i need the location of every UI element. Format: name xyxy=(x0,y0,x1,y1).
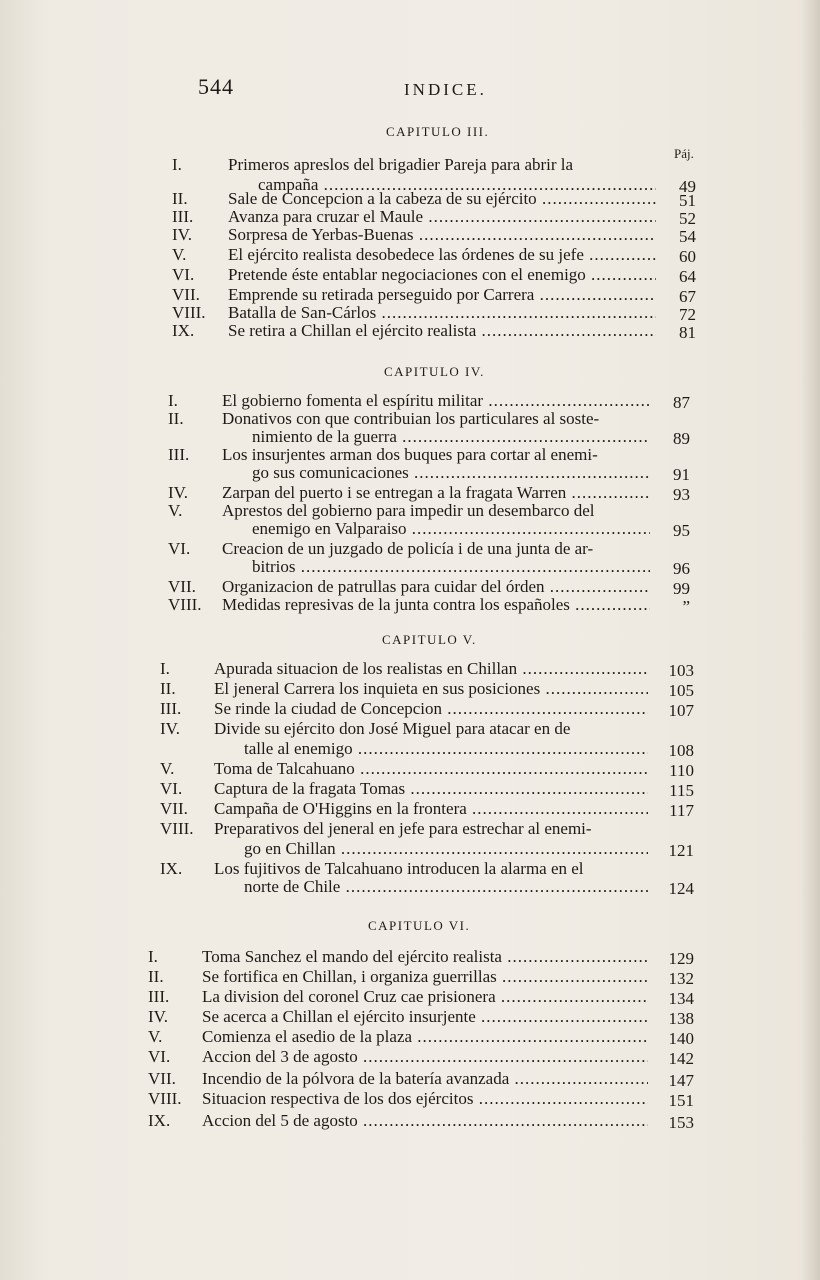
toc-entry xyxy=(0,596,820,616)
toc-entry-number: VIII. xyxy=(148,1089,182,1108)
toc-entry-number: V. xyxy=(160,759,175,778)
toc-entry xyxy=(0,155,820,196)
toc-entry-text: El ejército realista desobedece las órdenes de su jefe ..... xyxy=(228,246,656,264)
toc-entry-number: III. xyxy=(172,207,194,226)
toc-entry-text: Apurada situacion de los realistas en Chillan ..... xyxy=(214,660,648,678)
toc-entry-page: 117 xyxy=(669,801,694,820)
toc-entry-number: I. xyxy=(168,391,178,410)
toc-entry-number: VIII. xyxy=(168,595,202,614)
toc-entry-page: 107 xyxy=(668,701,694,720)
toc-entry-page: 138 xyxy=(668,1009,694,1028)
toc-entry xyxy=(0,286,820,306)
toc-entry xyxy=(0,780,820,800)
toc-entry xyxy=(0,501,820,540)
toc-entry-page: 93 xyxy=(673,485,690,504)
toc-entry-number: VIII. xyxy=(172,303,206,322)
toc-entry-number: VIII. xyxy=(160,819,194,838)
toc-entry-number: I. xyxy=(148,947,158,966)
toc-entry-page: 96 xyxy=(673,559,690,578)
toc-entry-number: IV. xyxy=(172,225,192,244)
toc-entry xyxy=(0,1070,820,1090)
toc-entry-text: Los fujitivos de Talcahuano introducen la alarma en el xyxy=(214,860,584,878)
toc-entry-number: VI. xyxy=(160,779,183,798)
toc-entry-number: V. xyxy=(168,501,183,520)
toc-entry-page: 134 xyxy=(668,989,694,1008)
toc-entry xyxy=(0,484,820,504)
toc-entry-number: VII. xyxy=(168,577,196,596)
toc-entry-text: norte de Chile ..... xyxy=(244,878,648,896)
toc-entry-text: El jeneral Carrera los inquieta en sus posiciones ..... xyxy=(214,680,648,698)
toc-entry xyxy=(0,968,820,988)
toc-entry-text: Creacion de un juzgado de policía i de una junta de ar- xyxy=(222,540,594,558)
toc-entry-text: Captura de la fragata Tomas ..... xyxy=(214,780,648,798)
running-header xyxy=(198,74,498,104)
toc-entry xyxy=(0,392,820,412)
toc-entry-page: 147 xyxy=(668,1071,694,1090)
toc-entry-number: VI. xyxy=(168,539,191,558)
toc-entry-page: 132 xyxy=(668,969,694,988)
toc-entry-text: Accion del 5 de agosto ..... xyxy=(202,1112,648,1130)
page-number: 544 xyxy=(198,74,234,99)
toc-entry xyxy=(0,1048,820,1068)
toc-entry-text: Organizacion de patrullas para cuidar del órden ..... xyxy=(222,578,650,596)
toc-entry-text: Accion del 3 de agosto ..... xyxy=(202,1048,648,1066)
toc-entry xyxy=(0,680,820,700)
toc-entry-text: Sorpresa de Yerbas-Buenas ..... xyxy=(228,226,656,244)
toc-entry-page: 142 xyxy=(668,1049,694,1068)
toc-entry xyxy=(0,948,820,968)
toc-entry xyxy=(0,190,820,210)
toc-entry-page: 49 xyxy=(679,177,696,196)
toc-entry xyxy=(0,266,820,286)
toc-entry-number: VII. xyxy=(172,285,200,304)
toc-entry-text: Sale de Concepcion a la cabeza de su ejército ..... xyxy=(228,190,656,208)
toc-entry-page: 91 xyxy=(673,465,690,484)
toc-entry xyxy=(0,1112,820,1132)
toc-entry-text: Incendio de la pólvora de la batería avanzada ..... xyxy=(202,1070,648,1088)
toc-entry-text: Pretende éste entablar negociaciones con el enemigo ..... xyxy=(228,266,656,284)
toc-entry xyxy=(0,760,820,780)
toc-entry-number: II. xyxy=(148,967,164,986)
toc-entry xyxy=(0,819,820,860)
toc-entry xyxy=(0,719,820,760)
toc-entry-page: 103 xyxy=(668,661,694,680)
toc-entry xyxy=(0,660,820,680)
toc-entry-text: Zarpan del puerto i se entregan a la fragata Warren ..... xyxy=(222,484,650,502)
toc-entry xyxy=(0,539,820,578)
toc-entry-page: 60 xyxy=(679,247,696,266)
toc-entry-page: 64 xyxy=(679,267,696,286)
toc-entry-text: nimiento de la guerra ..... xyxy=(252,428,650,446)
toc-entry-text: enemigo en Valparaiso ..... xyxy=(252,520,650,538)
toc-entry-number: IV. xyxy=(168,483,188,502)
toc-entry-text: go sus comunicaciones ..... xyxy=(252,464,650,482)
toc-entry-text: Toma de Talcahuano ..... xyxy=(214,760,648,778)
toc-entry-number: VI. xyxy=(172,265,195,284)
toc-entry-number: V. xyxy=(148,1027,163,1046)
toc-entry-number: I. xyxy=(160,659,170,678)
toc-entry-text: Donativos con que contribuian los particulares al soste- xyxy=(222,410,600,428)
toc-entry-text: campaña ..... xyxy=(258,176,656,194)
toc-entry-page: 105 xyxy=(668,681,694,700)
toc-entry-number: VII. xyxy=(160,799,188,818)
toc-entry-text: Divide su ejército don José Miguel para atacar en de xyxy=(214,720,571,738)
toc-entry-number: IV. xyxy=(148,1007,168,1026)
toc-entry xyxy=(0,409,820,448)
toc-entry-text: Medidas represivas de la junta contra los españoles ..... xyxy=(222,596,650,614)
toc-entry-text: Se rinde la ciudad de Concepcion ..... xyxy=(214,700,648,718)
toc-entry-text: Aprestos del gobierno para impedir un desembarco del xyxy=(222,502,595,520)
toc-entry xyxy=(0,1008,820,1028)
toc-entry-text: talle al enemigo ..... xyxy=(244,740,648,758)
toc-entry-page: 153 xyxy=(668,1113,694,1132)
toc-entry xyxy=(0,578,820,598)
toc-entry xyxy=(0,246,820,266)
toc-entry-text: Batalla de San-Cárlos ..... xyxy=(228,304,656,322)
toc-entry-page: 108 xyxy=(668,741,694,760)
toc-entry-number: VII. xyxy=(148,1069,176,1088)
toc-entry-page: 124 xyxy=(668,879,694,898)
toc-entry-page: 52 xyxy=(679,209,696,228)
toc-entry-text: Toma Sanchez el mando del ejército realista ..... xyxy=(202,948,648,966)
toc-entry-text: Los insurjentes arman dos buques para cortar al enemi- xyxy=(222,446,598,464)
toc-entry-page: 67 xyxy=(679,287,696,306)
toc-entry-text: Se acerca a Chillan el ejército insurjente ..... xyxy=(202,1008,648,1026)
toc-entry-page: 81 xyxy=(679,323,696,342)
toc-entry-number: IX. xyxy=(172,321,195,340)
toc-entry-number: II. xyxy=(168,409,184,428)
toc-entry-page: 110 xyxy=(669,761,694,780)
toc-entry-number: V. xyxy=(172,245,187,264)
toc-entry xyxy=(0,445,820,484)
toc-entry-text: Se fortifica en Chillan, i organiza guerrillas ..... xyxy=(202,968,648,986)
toc-entry-number: III. xyxy=(160,699,182,718)
toc-entry-page: 121 xyxy=(668,841,694,860)
toc-entry-page: 87 xyxy=(673,393,690,412)
toc-entry-page: 129 xyxy=(668,949,694,968)
toc-entry-number: VI. xyxy=(148,1047,171,1066)
chapter-heading: CAPITULO V. xyxy=(382,632,477,647)
toc-entry-number: II. xyxy=(172,189,188,208)
toc-entry-number: IX. xyxy=(160,859,183,878)
toc-entry-text: El gobierno fomenta el espíritu militar ..... xyxy=(222,392,650,410)
chapter-heading: CAPITULO VI. xyxy=(368,918,471,933)
toc-entry-page: 54 xyxy=(679,227,696,246)
toc-entry-page: 151 xyxy=(668,1091,694,1110)
toc-entry-page: ” xyxy=(682,597,690,616)
toc-entry-number: IV. xyxy=(160,719,180,738)
toc-entry-number: III. xyxy=(168,445,190,464)
chapter-heading: CAPITULO IV. xyxy=(384,364,485,379)
page-title: INDICE. xyxy=(404,80,487,99)
toc-entry-page: 89 xyxy=(673,429,690,448)
toc-entry-page: 140 xyxy=(668,1029,694,1048)
toc-entry-number: IX. xyxy=(148,1111,171,1130)
toc-entry xyxy=(0,208,820,228)
toc-entry-text: La division del coronel Cruz cae prisionera ..... xyxy=(202,988,648,1006)
chapter-heading: CAPITULO III. xyxy=(386,124,490,139)
toc-entry xyxy=(0,988,820,1008)
toc-entry-text: go en Chillan ..... xyxy=(244,840,648,858)
toc-entry xyxy=(0,1090,820,1110)
toc-entry xyxy=(0,859,820,898)
toc-entry-page: 72 xyxy=(679,305,696,324)
toc-entry-text: Situacion respectiva de los dos ejércitos ..... xyxy=(202,1090,648,1108)
page-column-label: Páj. xyxy=(674,146,694,161)
toc-entry-text: Avanza para cruzar el Maule ..... xyxy=(228,208,656,226)
toc-entry-page: 95 xyxy=(673,521,690,540)
toc-entry-text: Emprende su retirada perseguido por Carrera ..... xyxy=(228,286,656,304)
toc-entry-page: 99 xyxy=(673,579,690,598)
toc-entry-text: Preparativos del jeneral en jefe para estrechar al enemi- xyxy=(214,820,592,838)
toc-entry-text: bitrios ..... xyxy=(252,558,650,576)
toc-entry-page: 115 xyxy=(669,781,694,800)
toc-entry-number: I. xyxy=(172,155,182,174)
toc-entry xyxy=(0,226,820,246)
toc-entry-text: Primeros apreslos del brigadier Pareja para abrir la xyxy=(228,156,574,174)
toc-entry xyxy=(0,1028,820,1048)
toc-entry-page: 51 xyxy=(679,191,696,210)
toc-entry-text: Se retira a Chillan el ejército realista ..... xyxy=(228,322,656,340)
toc-entry xyxy=(0,800,820,820)
toc-entry-text: Comienza el asedio de la plaza ..... xyxy=(202,1028,648,1046)
toc-entry-text: Campaña de O'Higgins en la frontera ..... xyxy=(214,800,648,818)
toc-entry-number: II. xyxy=(160,679,176,698)
toc-entry xyxy=(0,304,820,324)
toc-entry xyxy=(0,322,820,342)
toc-entry-number: III. xyxy=(148,987,170,1006)
page-edge-shadow xyxy=(800,0,820,1280)
toc-entry xyxy=(0,700,820,720)
